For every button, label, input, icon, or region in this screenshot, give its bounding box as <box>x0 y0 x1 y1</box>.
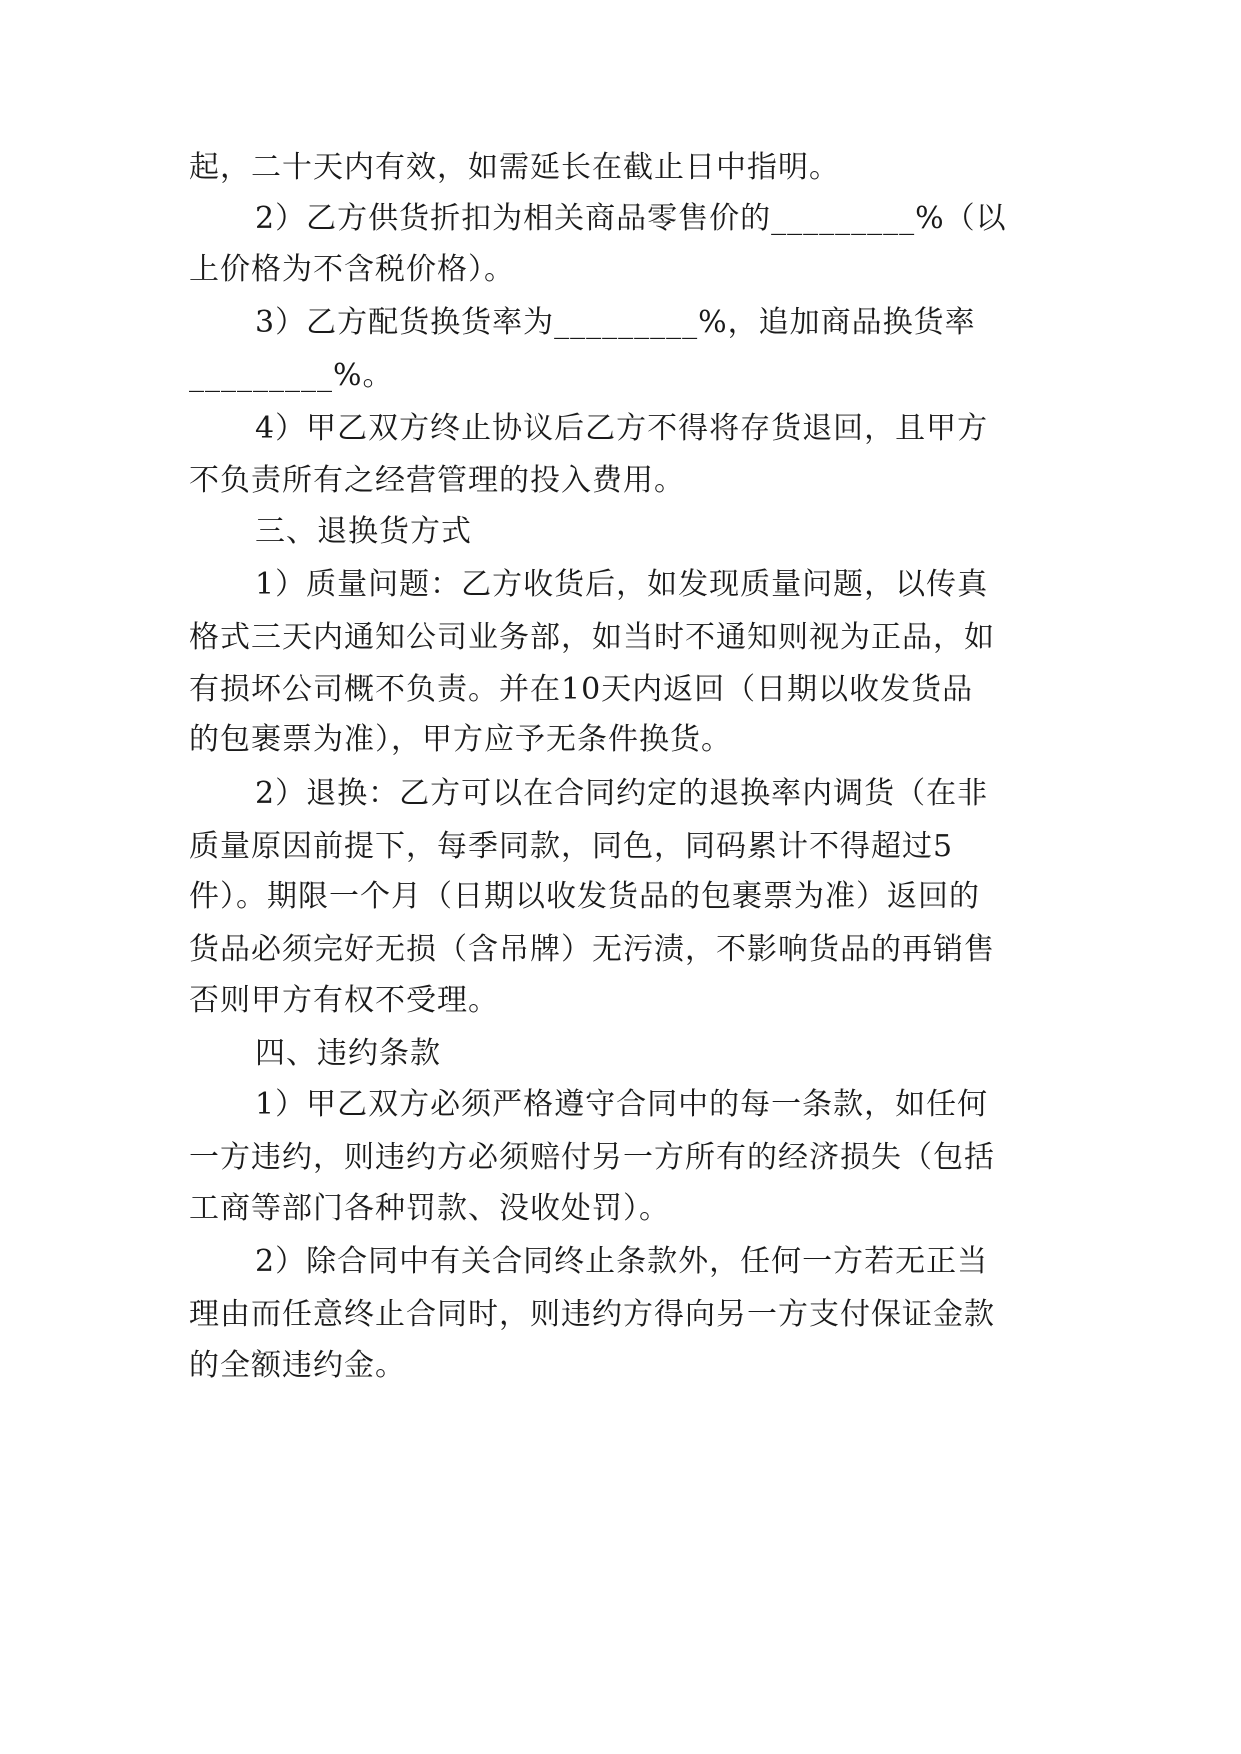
text-line: 3）乙方配货换货率为_________%，追加商品换货率 <box>255 305 976 340</box>
text-line: 2）乙方供货折扣为相关商品零售价的_________%（以 <box>255 201 1007 236</box>
text-line: 格式三天内通知公司业务部，如当时不通知则视为正品，如 <box>189 620 995 655</box>
text-line: 上价格为不含税价格）。 <box>189 252 515 287</box>
text-line: 1）甲乙双方必须严格遵守合同中的每一条款，如任何 <box>255 1087 989 1122</box>
section-heading: 四、违约条款 <box>255 1036 441 1071</box>
text-line: 4）甲乙双方终止协议后乙方不得将存货退回，且甲方 <box>255 411 989 446</box>
text-line: 一方违约，则违约方必须赔付另一方所有的经济损失（包括 <box>189 1140 995 1175</box>
text-line: 质量原因前提下，每季同款，同色，同码累计不得超过5 <box>189 829 954 864</box>
text-line: 理由而任意终止合同时，则违约方得向另一方支付保证金款 <box>189 1297 995 1332</box>
section-heading: 三、退换货方式 <box>255 514 472 549</box>
text-line: 有损坏公司概不负责。并在10天内返回（日期以收发货品 <box>189 672 974 707</box>
text-line: 2）除合同中有关合同终止条款外，任何一方若无正当 <box>255 1244 989 1279</box>
text-line: 否则甲方有权不受理。 <box>189 983 499 1018</box>
text-line: _________%。 <box>189 358 394 393</box>
text-line: 货品必须完好无损（含吊牌）无污渍，不影响货品的再销售 <box>189 932 995 967</box>
text-line: 不负责所有之经营管理的投入费用。 <box>189 463 685 498</box>
text-line: 的包裹票为准），甲方应予无条件换货。 <box>189 722 732 757</box>
text-line: 起，二十天内有效，如需延长在截止日中指明。 <box>189 150 840 185</box>
text-line: 工商等部门各种罚款、没收处罚）。 <box>189 1191 670 1226</box>
text-line: 的全额违约金。 <box>189 1348 406 1383</box>
text-line: 2）退换：乙方可以在合同约定的退换率内调货（在非 <box>255 776 989 811</box>
text-line: 件）。期限一个月（日期以收发货品的包裹票为准）返回的 <box>189 879 980 914</box>
text-line: 1）质量问题：乙方收货后，如发现质量问题，以传真 <box>255 567 989 602</box>
